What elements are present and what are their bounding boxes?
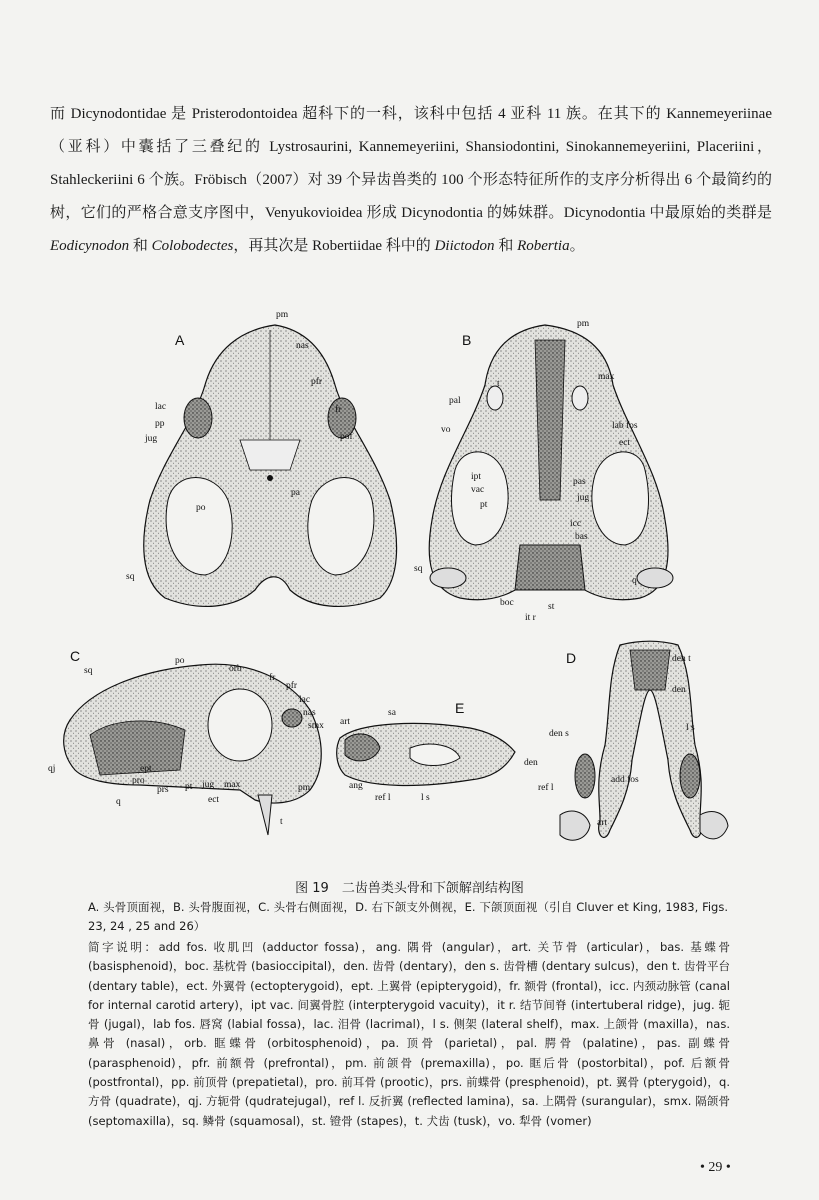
- label-a-lac: lac: [155, 402, 167, 412]
- label-b-vo: vo: [441, 425, 451, 435]
- panel-b-skull: [429, 325, 673, 600]
- panel-d-mandible: [560, 641, 728, 840]
- label-a-po: po: [196, 503, 206, 513]
- label-b-it-r: it r: [525, 613, 536, 623]
- panel-letter-d: D: [566, 650, 577, 666]
- label-c-sq: sq: [84, 666, 93, 676]
- paragraph-end: 。: [569, 238, 585, 254]
- label-e-sa: sa: [388, 708, 396, 718]
- label-e-ref-l: ref l: [375, 793, 391, 803]
- label-a-pp: pp: [155, 419, 165, 429]
- label-e-ang: ang: [349, 781, 363, 791]
- label-c-prs: prs: [157, 785, 169, 795]
- taxon-diictodon: Diictodon: [434, 238, 495, 254]
- panel-letter-a: A: [175, 332, 185, 348]
- label-c-q: q: [116, 797, 121, 807]
- label-b-pt: pt: [480, 500, 488, 510]
- label-b-boc: boc: [500, 598, 514, 608]
- label-b-max: max: [598, 372, 615, 382]
- label-a-fr: fr: [335, 405, 342, 415]
- figure-caption-subtitle: A. 头骨顶面视，B. 头骨腹面视，C. 头骨右侧面视，D. 右下颌支外侧视，E. 下颌顶面视（引自 Cluver et King, 1983, Figs. 23, 24 , 25 and 26）: [88, 900, 728, 933]
- label-c-po: po: [175, 656, 185, 666]
- panel-a-skull: [144, 325, 397, 606]
- label-c-pt: pt: [185, 782, 193, 792]
- label-b-q: q: [632, 576, 637, 586]
- page-number: • 29 •: [700, 1160, 731, 1175]
- label-a-pof: pof: [340, 432, 353, 442]
- label-c-ept: ept: [140, 764, 152, 774]
- label-c-pm: pm: [298, 783, 311, 793]
- label-d-den-s: den s: [549, 729, 569, 739]
- panel-letter-e: E: [455, 700, 465, 716]
- paragraph-text-2: ，再其次是 Robertiidae 科中的: [233, 238, 435, 254]
- label-b-lab-fos: lab fos: [612, 421, 638, 431]
- label-b-sq: sq: [414, 564, 423, 574]
- label-b-pm: pm: [577, 319, 590, 329]
- label-c-pro: pro: [132, 776, 145, 786]
- label-b-ipt: ipt: [471, 472, 482, 482]
- label-e-l-s: l s: [421, 793, 430, 803]
- label-b-vac: vac: [471, 485, 485, 495]
- label-c-t: t: [280, 817, 283, 827]
- label-e-den: den: [524, 758, 538, 768]
- label-d-art: art: [597, 818, 608, 828]
- panel-e-mandible: [337, 723, 515, 785]
- panel-letter-b: B: [462, 332, 472, 348]
- label-b-icc: icc: [570, 519, 582, 529]
- label-d-den-t: den t: [672, 654, 691, 664]
- taxon-colobodectes: Colobodectes: [151, 238, 234, 254]
- label-c-pfr: pfr: [286, 681, 298, 691]
- label-b-ect: ect: [619, 438, 631, 448]
- paragraph-conj-2: 和: [494, 238, 518, 254]
- label-c-max: max: [224, 780, 241, 790]
- label-c-qj: qj: [48, 764, 56, 774]
- label-b-t: t: [497, 379, 500, 389]
- label-d-den: den: [672, 685, 686, 695]
- paragraph-conj: 和: [129, 238, 152, 254]
- label-c-fr: fr: [269, 673, 276, 683]
- label-a-jug: jug: [145, 434, 158, 444]
- label-c-nas: nas: [303, 708, 316, 718]
- figure-caption-title: 图 19 二齿兽类头骨和下颌解剖结构图: [295, 881, 524, 896]
- label-d-add-fos: add fos: [611, 775, 639, 785]
- taxon-eodicynodon: Eodicynodon: [50, 238, 130, 254]
- label-a-pfr: pfr: [311, 377, 323, 387]
- label-c-smx: smx: [308, 721, 324, 731]
- panel-letter-c: C: [70, 648, 81, 664]
- label-a-sq: sq: [126, 572, 135, 582]
- panel-c-skull: [64, 664, 322, 835]
- label-a-pa: pa: [291, 488, 300, 498]
- label-b-bas: bas: [575, 532, 588, 542]
- label-e-art: art: [340, 717, 351, 727]
- label-b-pas: pas: [573, 477, 586, 487]
- label-d-ref-l: ref l: [538, 783, 554, 793]
- label-b-jug: jug: [577, 493, 590, 503]
- label-c-jug: jug: [202, 780, 215, 790]
- abbreviation-list: 简字说明：add fos. 收肌凹 (adductor fossa)，ang. 隅骨 (angular)，art. 关节骨 (articular)，bas. 基蝶骨 (basisphenoid)，boc. 基枕骨 (basioccipital)，den. 齿骨 (dentary)，den s. 齿骨槽 (dentary sulcus)，den t. 齿骨平台 (dentary table)，ect. 外翼骨 (ectopterygoid)，ept. 上翼骨 (epipterygoid)，fr. 额骨 (frontal)，icc. 内颈动脉管 (canal for internal carotid artery)，ipt vac. 间翼骨腔 (interpterygoid vacuity)，it r. 结节间脊 (intertuberal ridge)，jug. 轭骨 (jugal)，lab fos. 唇窝 (labial fossa)，lac. 泪骨 (lacrimal)，l s. 侧架 (lateral shelf)，max. 上颌骨 (maxilla)，nas. 鼻骨 (nasal)，orb. 眶蝶骨 (orbitosphenoid)，pa. 顶骨 (parietal)，pal. 腭骨 (palatine)，pas. 副蝶骨 (parasphenoid)，pfr. 前额骨 (prefrontal)，pm. 前颌骨 (premaxilla)，po. 眶后骨 (postorbital)，pof. 后额骨 (postfrontal)，pp. 前顶骨 (prepatietal)，pro. 前耳骨 (prootic)，prs. 前蝶骨 (presphenoid)，pt. 翼骨 (pterygoid)，q. 方骨 (quadrate)，qj. 方轭骨 (qudratejugal)，ref l. 反折翼 (reflected lamina)，sa. 上隅骨 (surangular)，smx. 隔颌骨 (septomaxilla)，sq. 鳞骨 (squamosal)，st. 镫骨 (stapes)，t. 犬齿 (tusk)，vo. 犁骨 (vomer): [88, 940, 730, 1128]
- paragraph-text: 而 Dicynodontidae 是 Pristerodontoidea 超科下的一科，该科中包括 4 亚科 11 族。在其下的 Kannemeyeriinae（亚科）中囊括了三叠纪的 Lystrosaurini, Kannemeyeriini, Shansiodontini, Sinokannemeyeriini, Placeriini，Stahleckeriini 6 个族。Fröbisch（2007）对 39 个异齿兽类的 100 个形态特征所作的支序分析得出 6 个最简约的树，它们的严格合意支序图中，Venyukovioidea 形成 Dicynodontia 的姊妹群。Dicynodontia 中最原始的类群是: [50, 106, 772, 221]
- taxon-robertia: Robertia: [517, 238, 570, 254]
- label-b-pal: pal: [449, 396, 461, 406]
- label-a-pm: pm: [276, 310, 289, 320]
- label-c-lac: lac: [299, 695, 311, 705]
- label-b-st: st: [548, 602, 555, 612]
- label-a-nas: nas: [296, 341, 309, 351]
- label-d-l-s: l s: [686, 723, 695, 733]
- label-c-ect: ect: [208, 795, 220, 805]
- label-c-orb: orb: [229, 664, 242, 674]
